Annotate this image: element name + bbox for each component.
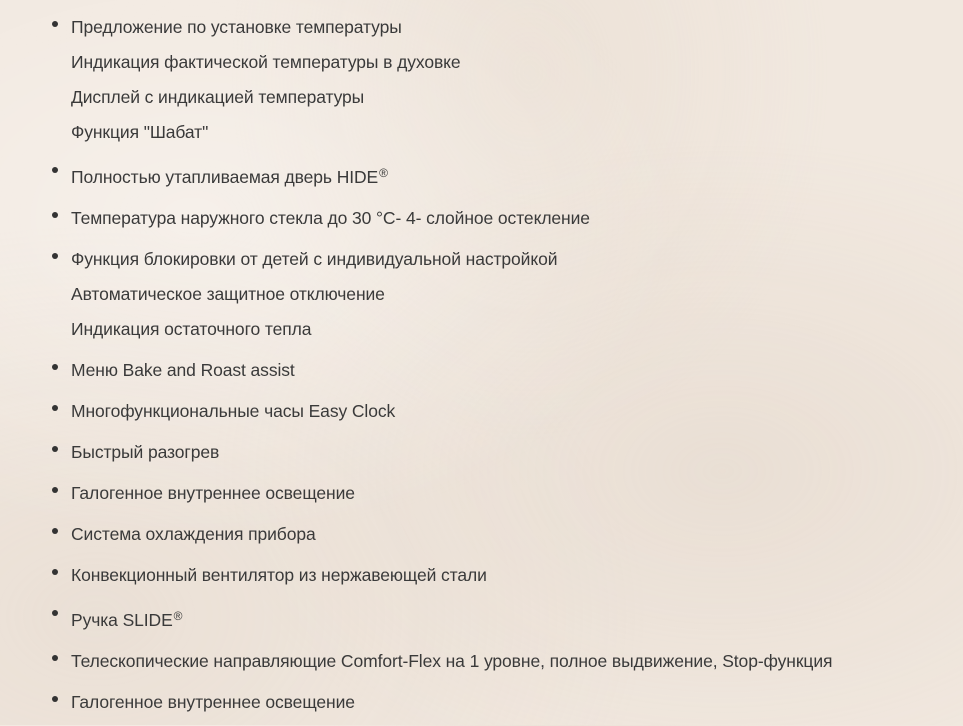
registered-mark: ® [379,166,388,180]
feature-text [71,115,963,150]
feature-text-content: Индикация фактической температуры в духовке [71,52,461,72]
feature-text [71,277,963,312]
feature-item [0,476,963,511]
feature-item [0,156,963,195]
bullet-icon [52,528,58,534]
feature-text [71,10,963,45]
bullet-icon [52,167,58,173]
feature-text-content: Дисплей с индикацией температуры [71,87,365,107]
feature-text [71,644,963,679]
feature-text [71,394,963,429]
feature-text-content: Полностью утапливаемая дверь HIDE [71,167,379,187]
feature-item [0,201,963,236]
bullet-icon [52,21,58,27]
feature-text [71,476,963,511]
feature-text [71,558,963,593]
feature-text-content: Температура наружного стекла до 30 °C- 4- слойное остекление [71,208,590,228]
registered-mark: ® [173,609,183,623]
feature-text-content: Индикация остаточного тепла [71,319,312,339]
feature-text-content: Телескопические направляющие Comfort-Flex на 1 уровне, полное выдвижение, Stop-функция [71,651,833,671]
feature-item [0,394,963,429]
bullet-icon [52,364,58,370]
feature-item [0,644,963,679]
feature-list [0,10,963,726]
bullet-icon [52,655,58,661]
feature-text [71,435,963,470]
feature-text [71,242,963,277]
bullet-icon [52,405,58,411]
feature-text-content: Галогенное внутреннее освещение [71,483,355,503]
feature-text-content: Многофункциональные часы Easy Clock [71,401,396,421]
feature-text-content: Галогенное внутреннее освещение [71,692,355,712]
feature-item [0,558,963,593]
feature-text [71,685,963,720]
feature-item [0,685,963,720]
feature-text-content: Конвекционный вентилятор из нержавеющей стали [71,565,487,585]
feature-item [0,353,963,388]
feature-text [71,45,963,80]
bullet-icon [52,487,58,493]
feature-item [0,517,963,552]
feature-text-content: Меню Bake and Roast assist [71,360,295,380]
feature-text [71,312,963,347]
feature-text-content: Система охлаждения прибора [71,524,316,544]
feature-text [71,599,963,638]
bullet-icon [52,253,58,259]
feature-text-content: Функция блокировки от детей с индивидуальной настройкой [71,249,558,269]
feature-text-content: Функция "Шабат" [71,122,209,142]
feature-item [0,10,963,150]
feature-text-content: Быстрый разогрев [71,442,220,462]
feature-text-content: Автоматическое защитное отключение [71,284,385,304]
bullet-icon [52,569,58,575]
feature-text [71,201,963,236]
bullet-icon [52,212,58,218]
feature-text [71,80,963,115]
bullet-icon [52,610,58,616]
feature-item [0,435,963,470]
feature-text [71,156,963,195]
bullet-icon [52,696,58,702]
feature-item [0,242,963,347]
feature-text [71,517,963,552]
feature-text-content: Ручка SLIDE [71,610,173,630]
feature-item [0,599,963,638]
feature-text-content: Предложение по установке температуры [71,17,402,37]
bullet-icon [52,446,58,452]
feature-text [71,353,963,388]
